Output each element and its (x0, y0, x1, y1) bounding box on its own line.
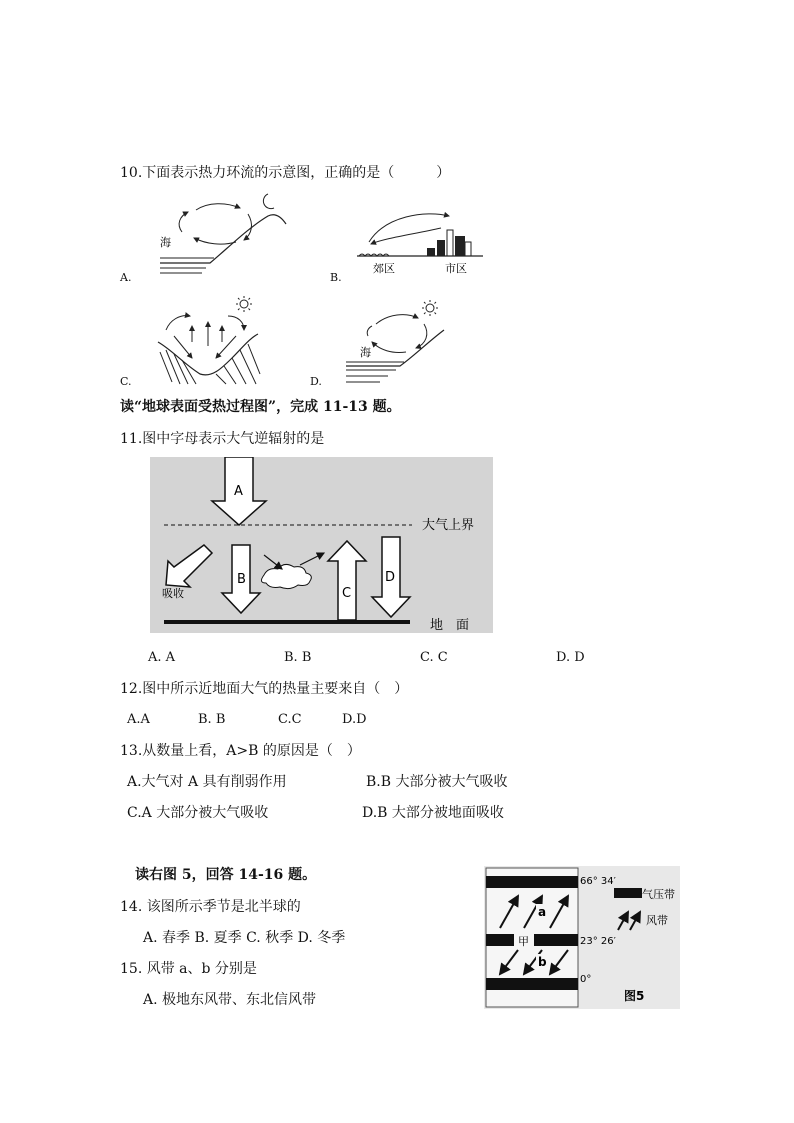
section-14-16-intro: 读右图 5，回答 14-16 题。 (135, 867, 317, 883)
q10-stem: 10.下面表示热力环流的示意图，正确的是（ ） (120, 165, 451, 181)
fig5-label-a: a (538, 905, 547, 919)
fig-letter-d: D (385, 570, 396, 585)
q15-option-a: A. 极地东风带、东北信风带 (143, 992, 317, 1008)
q10-b-city-label: 市区 (445, 262, 467, 275)
figure-5 (484, 866, 680, 1013)
q10-option-b-label: B. (330, 271, 342, 284)
fig-absorb-label: 吸收 (162, 587, 184, 600)
q13-option-a: A.大气对 A 具有削弱作用 (127, 774, 287, 790)
q11-option-d: D. D (556, 650, 585, 665)
fig5-label-jia: 甲 (518, 935, 529, 948)
q13-option-d: D.B 大部分被地面吸收 (362, 805, 504, 821)
fig-ground-label: 地 面 (430, 618, 470, 633)
q12-option-a: A.A (127, 712, 150, 727)
fig5-legend-pressure: 气压带 (642, 888, 675, 901)
q10-diagram-d (340, 294, 450, 390)
fig5-legend-pressure-swatch (614, 888, 642, 898)
fig5-lat-0: 0° (580, 974, 592, 985)
fig5-caption: 图5 (624, 989, 645, 1003)
fig-letter-c: C (342, 586, 352, 601)
q14-stem: 14. 该图所示季节是北半球的 (120, 899, 301, 915)
q10-d-sea-label: 海 (360, 346, 371, 359)
q13-option-c: C.A 大部分被大气吸收 (127, 805, 269, 821)
q10-option-c-label: C. (120, 375, 132, 388)
q10-diagram-b (355, 208, 485, 282)
q10-diagram-c (152, 294, 262, 390)
q12-option-c: C.C (278, 712, 302, 727)
section-11-13-intro: 读“地球表面受热过程图”，完成 11-13 题。 (120, 399, 401, 415)
q10-b-suburb-label: 郊区 (373, 262, 395, 275)
q11-option-b: B. B (284, 650, 312, 665)
fig5-legend-wind: 风带 (646, 914, 668, 927)
q10-option-a-label: A. (120, 271, 132, 284)
q11-option-a: A. A (148, 650, 176, 665)
q12-stem: 12.图中所示近地面大气的热量主要来自（ ） (120, 681, 409, 697)
q11-stem: 11.图中字母表示大气逆辐射的是 (120, 431, 325, 447)
q10-option-d-label: D. (310, 375, 322, 388)
q10-a-sea-label: 海 (160, 236, 171, 249)
fig5-lat-66: 66° 34′ (580, 876, 616, 887)
q13-option-b: B.B 大部分被大气吸收 (366, 774, 508, 790)
q12-option-b: B. B (198, 712, 226, 727)
fig-upper-boundary-label: 大气上界 (422, 518, 475, 533)
q14-options: A. 春季 B. 夏季 C. 秋季 D. 冬季 (143, 930, 346, 946)
fig-letter-a: A (234, 484, 243, 499)
q12-option-d: D.D (342, 712, 367, 727)
q11-heating-figure (150, 457, 493, 637)
q10-diagram-a (118, 188, 288, 284)
q13-stem: 13.从数量上看，A>B 的原因是（ ） (120, 743, 361, 759)
fig5-label-b: b (538, 955, 547, 969)
fig5-lat-23: 23° 26′ (580, 936, 616, 947)
q11-option-c: C. C (420, 650, 448, 665)
fig-letter-b: B (237, 572, 246, 587)
q15-stem: 15. 风带 a、b 分别是 (120, 961, 257, 977)
